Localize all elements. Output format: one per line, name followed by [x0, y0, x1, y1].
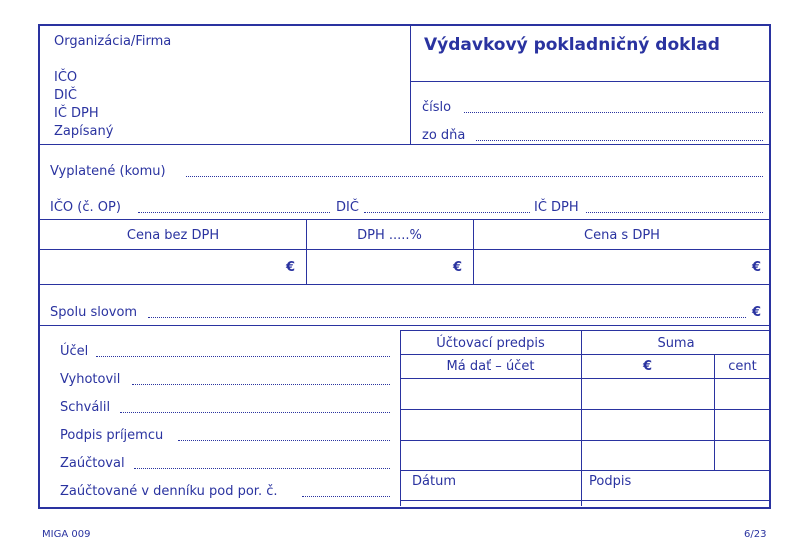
price-table-bottom: [40, 284, 771, 285]
section-divider-1: [40, 144, 771, 145]
footer-version: 6/23: [744, 529, 767, 540]
zapisany-label: Zapísaný: [54, 124, 114, 139]
ma-dat-header: Má dať – účet: [446, 359, 535, 374]
cena-bez-dph-currency: €: [286, 260, 296, 275]
euro-header: €: [642, 359, 653, 374]
zo-dna-label: zo dňa: [422, 128, 466, 143]
acc-row-1: [400, 354, 771, 355]
cash-voucher-form: [38, 24, 771, 509]
zauctovane-field[interactable]: [302, 496, 390, 497]
zauctoval-field[interactable]: [134, 468, 390, 469]
schvalil-label: Schválil: [60, 400, 111, 415]
payee-dic-field[interactable]: [364, 212, 530, 213]
cent-header: cent: [728, 359, 757, 374]
uctovaci-predpis-header: Účtovací predpis: [436, 336, 545, 351]
title-underline: [410, 81, 771, 82]
zauctoval-label: Zaúčtoval: [60, 456, 125, 471]
vyplatene-field[interactable]: [186, 176, 763, 177]
price-col-divider-2: [473, 219, 474, 284]
ico-label: IČO: [54, 70, 78, 85]
cena-s-dph-currency: €: [752, 260, 762, 275]
spolu-slovom-field[interactable]: [148, 317, 746, 318]
acc-bottom: [400, 500, 771, 501]
acc-row-3: [400, 409, 771, 410]
cislo-field[interactable]: [464, 112, 763, 113]
acc-col-divider: [581, 330, 582, 506]
price-table-top: [40, 219, 771, 220]
vyplatene-label: Vyplatené (komu): [50, 164, 166, 179]
section-divider-3: [40, 325, 771, 326]
org-label: Organizácia/Firma: [54, 34, 172, 49]
acc-row-4: [400, 440, 771, 441]
datum-label: Dátum: [412, 474, 456, 489]
spolu-currency: €: [752, 305, 762, 320]
price-header-line: [40, 249, 771, 250]
icdph-label: IČ DPH: [54, 106, 99, 121]
price-col-divider-1: [306, 219, 307, 284]
ucel-label: Účel: [60, 344, 89, 359]
ico-op-label: IČO (č. OP): [50, 200, 121, 215]
dph-currency: €: [453, 260, 463, 275]
payee-dic-label: DIČ: [336, 200, 359, 215]
footer-code: MIGA 009: [42, 529, 91, 540]
payee-icdph-field[interactable]: [586, 212, 763, 213]
zauctovane-label: Zaúčtované v denníku pod por. č.: [60, 484, 278, 499]
dic-label: DIČ: [54, 88, 77, 103]
zo-dna-field[interactable]: [476, 140, 763, 141]
header-divider: [410, 26, 411, 144]
acc-top-border: [400, 330, 771, 331]
cena-s-dph-header: Cena s DPH: [584, 228, 660, 243]
acc-row-5: [400, 470, 771, 471]
acc-row-2: [400, 378, 771, 379]
acc-left-border: [400, 330, 401, 506]
ico-op-field[interactable]: [138, 212, 330, 213]
schvalil-field[interactable]: [120, 412, 390, 413]
cislo-label: číslo: [422, 100, 452, 115]
cena-bez-dph-header: Cena bez DPH: [126, 228, 220, 243]
vyhotovil-field[interactable]: [132, 384, 390, 385]
spolu-slovom-label: Spolu slovom: [50, 305, 138, 320]
podpis-prijemcu-field[interactable]: [178, 440, 390, 441]
dph-header: DPH .....%: [357, 228, 422, 243]
podpis-prijemcu-label: Podpis príjemcu: [60, 428, 164, 443]
document-title: Výdavkový pokladničný doklad: [424, 35, 720, 55]
payee-icdph-label: IČ DPH: [534, 200, 579, 215]
suma-header: Suma: [657, 336, 695, 351]
vyhotovil-label: Vyhotovil: [60, 372, 121, 387]
ucel-field[interactable]: [96, 356, 390, 357]
podpis-label: Podpis: [589, 474, 632, 489]
